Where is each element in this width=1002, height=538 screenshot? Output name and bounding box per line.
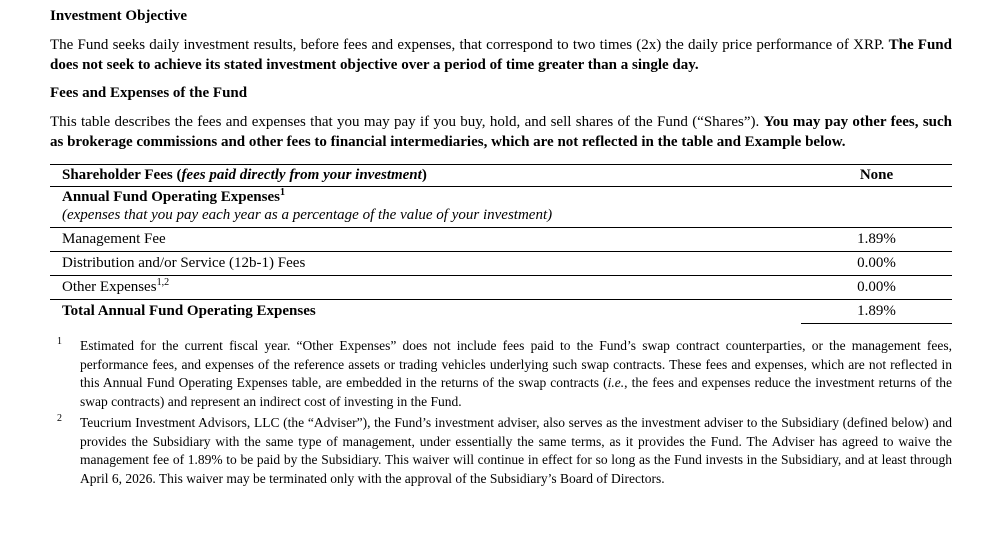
fees-bold-text: You may pay other fees, such as brokerage commissions and other fees to financial intermediaries, which are not reflected in the table and Example below. [50,114,953,150]
footnote-1 [50,337,952,411]
shareholder-fees-label [50,165,427,186]
investment-objective-heading: Investment Objective [50,8,188,24]
footnote-text-cont: , the fees and expenses reduce the investment returns of the swap contracts) and represent an indirect cost of investing in the Fund. [80,375,952,409]
total-expenses-value: 1.89% [857,303,896,319]
objective-bold-text: The Fund does not seek to achieve its stated investment objective over a period of time greater than a single day. [50,37,952,73]
annual-expenses-subtitle: (expenses that you pay each year as a percentage of the value of your investment) [62,207,553,223]
fee-row-label: Distribution and/or Service (12b-1) Fees [62,255,306,271]
fees-text: This table describes the fees and expenses that you may pay if you buy, hold, and sell shares of the Fund (“Shares”). [50,114,760,130]
fees-expenses-paragraph [50,113,952,152]
total-expenses-label: Total Annual Fund Operating Expenses [62,303,316,319]
fee-row-label: Management Fee [62,231,166,247]
annual-expenses-title: Annual Fund Operating Expenses [62,189,280,205]
objective-text: The Fund seeks daily investment results, before fees and expenses, that correspond to two times (2x) the daily price performance of XRP. [50,37,885,53]
fee-row-management [50,228,952,252]
fee-row-label [50,276,169,299]
footnote-italic: i.e. [607,375,625,390]
footnote-number: 2 [57,413,62,424]
annual-expenses-footnote-ref: 1 [279,187,285,198]
fee-row-other-expenses [50,276,952,300]
document-page [50,0,952,491]
footnote-number: 1 [57,336,62,347]
fee-row-value: 0.00% [857,279,896,295]
total-expenses-row [50,300,952,323]
fees-expenses-heading: Fees and Expenses of the Fund [50,85,248,101]
other-expenses-label-text: Other Expenses [62,279,157,295]
fee-row-value: 0.00% [857,255,896,271]
investment-objective-paragraph [50,36,952,75]
fee-row-value: 1.89% [857,231,896,247]
fee-row-distribution [50,252,952,276]
footnotes [50,337,952,488]
shareholder-fees-row [50,164,952,187]
shareholder-fees-label-italic: fees paid directly from your investment [181,167,422,183]
shareholder-fees-value: None [859,167,894,183]
annual-expenses-row [50,187,952,228]
fee-table [50,164,952,323]
footnote-text: Estimated for the current fiscal year. “Other Expenses” does not include fees paid to the Fund’s swap contract counterparties, or the management fees, performance fees, and expenses of the reference assets or trading vehicles underlying such swap contracts. These fees and expenses, which are not reflected in this Annual Fund Operating Expenses table, are embedded in the returns of the swap contracts ( [80,338,952,390]
shareholder-fees-label-text: Shareholder Fees ( [62,167,182,183]
annual-expenses-label [50,187,952,224]
footnote-2 [50,414,952,488]
other-expenses-footnote-ref: 1,2 [156,277,170,288]
shareholder-fees-label-close: ) [421,167,427,183]
footnote-text: Teucrium Investment Advisors, LLC (the “Adviser”), the Fund’s investment adviser, also serves as the investment adviser to the Subsidiary (defined below) and provides the Subsidiary with the same type of management, under essentially the same terms, as it provides the Fund. The Adviser has agreed to waive the management fee of 1.89% to be paid by the Subsidiary. This waiver will continue in effect for so long as the Fund invests in the Subsidiary, and at least through April 6, 2026. This waiver may be terminated only with the approval of the Subsidiary’s Board of Directors. [80,415,952,486]
total-underline [801,323,952,324]
